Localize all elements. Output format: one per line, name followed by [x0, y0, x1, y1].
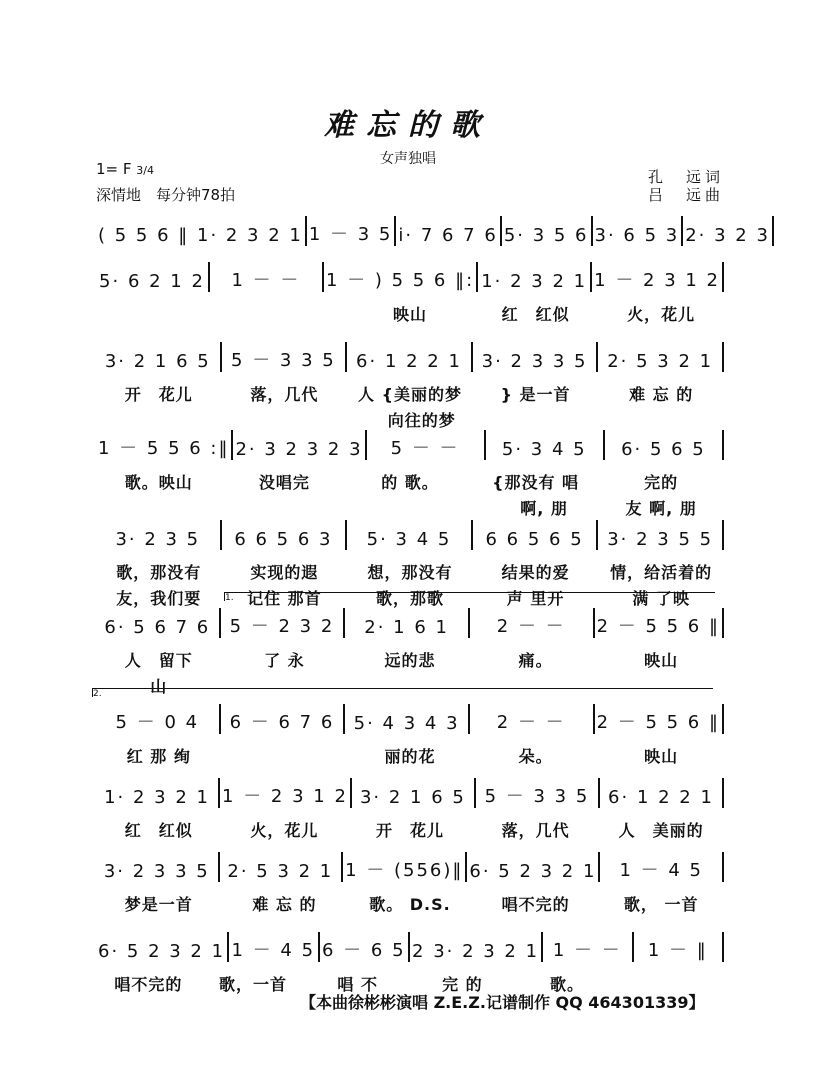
measure: 5· 4 3 4 3: [345, 704, 470, 734]
measure: 3· 2 3 3 5: [96, 852, 220, 882]
lyric-segment: 歌，一首: [219, 975, 288, 994]
measure: 2· 5 3 2 1: [598, 342, 724, 372]
measure: 6· 5 2 3 2 1: [467, 852, 600, 882]
measure: 5 － －: [367, 430, 486, 460]
measure: 2 3· 2 3 2 1: [410, 932, 543, 962]
lyrics-line: [96, 818, 724, 841]
lyric-segment: 歌。映山: [124, 473, 193, 492]
lyric-segment: 结果的爱: [501, 563, 570, 582]
lyric-segment: 开 花儿: [375, 821, 444, 840]
measure: i· 7 6 7 6: [396, 216, 501, 246]
lyric-segment: [222, 744, 348, 767]
volta-2-bracket: 2.: [92, 688, 713, 697]
measure: 3· 2 1 6 5: [352, 778, 476, 808]
lyric-segment: 完 的: [442, 975, 483, 994]
lyric-segment: 了 永: [264, 651, 305, 670]
volta-1-bracket: 1.: [224, 592, 715, 601]
measure: 6· 5 6 5: [605, 430, 724, 460]
measure: 3· 2 3 3 5: [473, 342, 599, 372]
footer-credit: 【本曲徐彬彬演唱 Z.E.Z.记谱制作 QQ 464301339】: [300, 993, 705, 1012]
lyric-segment: 映山: [644, 651, 679, 670]
lyrics-line: [96, 302, 724, 325]
measure: 3· 2 3 5: [96, 520, 222, 550]
notes-line: [96, 258, 724, 292]
lyric-segment: 唱不完的: [114, 975, 183, 994]
lyric-segment: 梦是一首: [124, 895, 193, 914]
lyric-segment: 歌， 一首: [623, 895, 699, 914]
composer: 吕 远曲: [648, 186, 725, 204]
lyric-segment: 红 那 绚: [126, 747, 191, 766]
notes-line: [96, 774, 724, 808]
measure: 5 － 2 3 2: [221, 608, 346, 638]
lyric-segment: 火，花儿: [627, 305, 696, 324]
lyric-segment: 人 美丽的: [618, 821, 704, 840]
lyricist: 孔 远词: [648, 168, 725, 186]
lyric-segment: 记住 那首: [247, 589, 322, 608]
lyrics-line: [96, 648, 724, 671]
lyric-segment: 远的悲: [384, 651, 436, 670]
lyric-segment: 歌，那歌: [375, 589, 444, 608]
measure: 1 － －: [210, 262, 324, 292]
measure: 1 － ) 5 5 6 ‖:: [324, 262, 478, 292]
measure: 5 － 3 3 5: [222, 342, 348, 372]
notes-line: [96, 338, 724, 372]
time-signature: 3/4: [136, 164, 154, 177]
measure: 1· 2 3 2 1: [96, 778, 220, 808]
lyric-segment: } 是一首: [500, 385, 571, 404]
key-label: 1= F: [96, 160, 132, 178]
measure: 1· 2 3 2 1: [478, 262, 592, 292]
notes-line: [96, 848, 724, 882]
lyric-segment: 映山: [392, 305, 427, 324]
measure: 2· 3 2 3: [683, 216, 774, 246]
key-signature: [96, 160, 154, 178]
measure: 2 － 5 5 6 ‖: [595, 704, 724, 734]
lyric-segment: 落，几代: [250, 385, 319, 404]
measure: 6 6 5 6 3: [222, 520, 348, 550]
lyric-segment: 实现的遐: [250, 563, 319, 582]
lyric-segment: 丽的花: [384, 747, 436, 766]
measure: 1 － 2 3 1 2: [220, 778, 352, 808]
measure: 3· 2 3 5 5: [598, 520, 724, 550]
lyric-segment: 啊, 朋: [503, 499, 568, 518]
measure: 3· 2 1 6 5: [96, 342, 222, 372]
lyric-segment: 友 啊, 朋: [625, 499, 697, 518]
lyric-segment: 歌。: [550, 975, 585, 994]
measure: 2 － 5 5 6 ‖: [595, 608, 724, 638]
notes-line: [96, 212, 770, 246]
lyric-segment: 山: [150, 677, 168, 696]
measure: 6· 1 2 2 1: [600, 778, 724, 808]
measure: 2 － －: [470, 704, 595, 734]
lyric-segment: 声 里开: [506, 589, 565, 608]
measure: 1 － －: [543, 932, 633, 962]
lyric-segment: 痛。: [518, 651, 553, 670]
lyrics-line: [96, 470, 724, 493]
measure: 1 － 4 5: [229, 932, 319, 962]
measure: 1 － 4 5: [600, 852, 724, 882]
lyric-segment: [222, 302, 348, 325]
lyric-segment: 唱不完的: [501, 895, 570, 914]
measure: 1 － (556)‖: [343, 852, 467, 882]
lyric-segment: 情，给活着的: [610, 563, 713, 582]
lyric-segment: 人 {美丽的梦: [358, 385, 462, 404]
notes-line: [96, 604, 724, 638]
measure: 5 － 3 3 5: [476, 778, 600, 808]
lyrics-line: [96, 744, 724, 767]
notes-line: [96, 700, 724, 734]
notes-line: [96, 426, 724, 460]
measure: 6· 5 2 3 2 1: [96, 932, 229, 962]
lyric-segment: 朵。: [518, 747, 553, 766]
measure: 1 － 3 5: [307, 216, 397, 246]
lyric-segment: 友，我们要: [116, 589, 202, 608]
lyric-segment: 难 忘 的: [252, 895, 317, 914]
measure: 6· 1 2 2 1: [347, 342, 473, 372]
measure: 2· 1 6 1: [345, 608, 470, 638]
lyric-segment: [96, 302, 222, 325]
measure: 2· 5 3 2 1: [220, 852, 344, 882]
measure: 5· 6 2 1 2: [96, 262, 210, 292]
measure: 6· 5 6 7 6: [96, 608, 221, 638]
measure: 6 6 5 6 5: [473, 520, 599, 550]
measure: 3· 6 5 3: [593, 216, 684, 246]
lyrics-line: [96, 382, 724, 405]
lyric-segment: 唱 不: [337, 975, 378, 994]
measure: 1 － ‖: [634, 932, 724, 962]
measure: 2 － －: [470, 608, 595, 638]
notes-line: [96, 516, 724, 550]
subtitle: 女声独唱: [380, 151, 436, 167]
lyrics-line: [96, 560, 724, 583]
lyrics-line: [96, 892, 724, 915]
lyric-segment: 红 红似: [501, 305, 570, 324]
measure: 1 － 2 3 1 2: [592, 262, 724, 292]
measure: 5· 3 4 5: [347, 520, 473, 550]
measure: 6 － 6 7 6: [221, 704, 346, 734]
lyric-segment: 完的: [644, 473, 679, 492]
notes-line: [96, 928, 724, 962]
lyric-segment: {那没有 唱: [492, 473, 580, 492]
measure: 6 － 6 5: [320, 932, 410, 962]
lyric-segment: 人 留下: [124, 651, 193, 670]
tempo-marking: 深情地 每分钟78拍: [96, 186, 236, 204]
lyric-segment: 落，几代: [501, 821, 570, 840]
measure: 5· 3 5 6: [502, 216, 593, 246]
lyric-segment: 想，那没有: [367, 563, 453, 582]
measure: 5 － 0 4: [96, 704, 221, 734]
lyric-segment: 难 忘 的: [629, 385, 694, 404]
lyric-segment: 映山: [644, 747, 679, 766]
lyric-segment: 红 红似: [124, 821, 193, 840]
measure: 1 － 5 5 6 :‖: [96, 430, 233, 460]
lyric-segment: 没唱完: [258, 473, 310, 492]
measure: ( 5 5 6 ‖ 1· 2 3 2 1: [96, 216, 307, 246]
measure: 2· 3 2 3 2 3: [233, 430, 366, 460]
song-title: 难忘的歌: [324, 108, 492, 143]
lyric-segment: 向往的梦: [364, 411, 456, 430]
lyric-segment: 歌，那没有: [116, 563, 202, 582]
lyric-segment: 的 歌。: [381, 473, 439, 492]
lyric-segment: 开 花儿: [124, 385, 193, 404]
measure: 5· 3 4 5: [486, 430, 605, 460]
lyric-segment: 火，花儿: [250, 821, 319, 840]
lyric-segment: 歌。 D.S.: [369, 895, 451, 914]
lyric-segment: 满 了映: [632, 589, 690, 608]
